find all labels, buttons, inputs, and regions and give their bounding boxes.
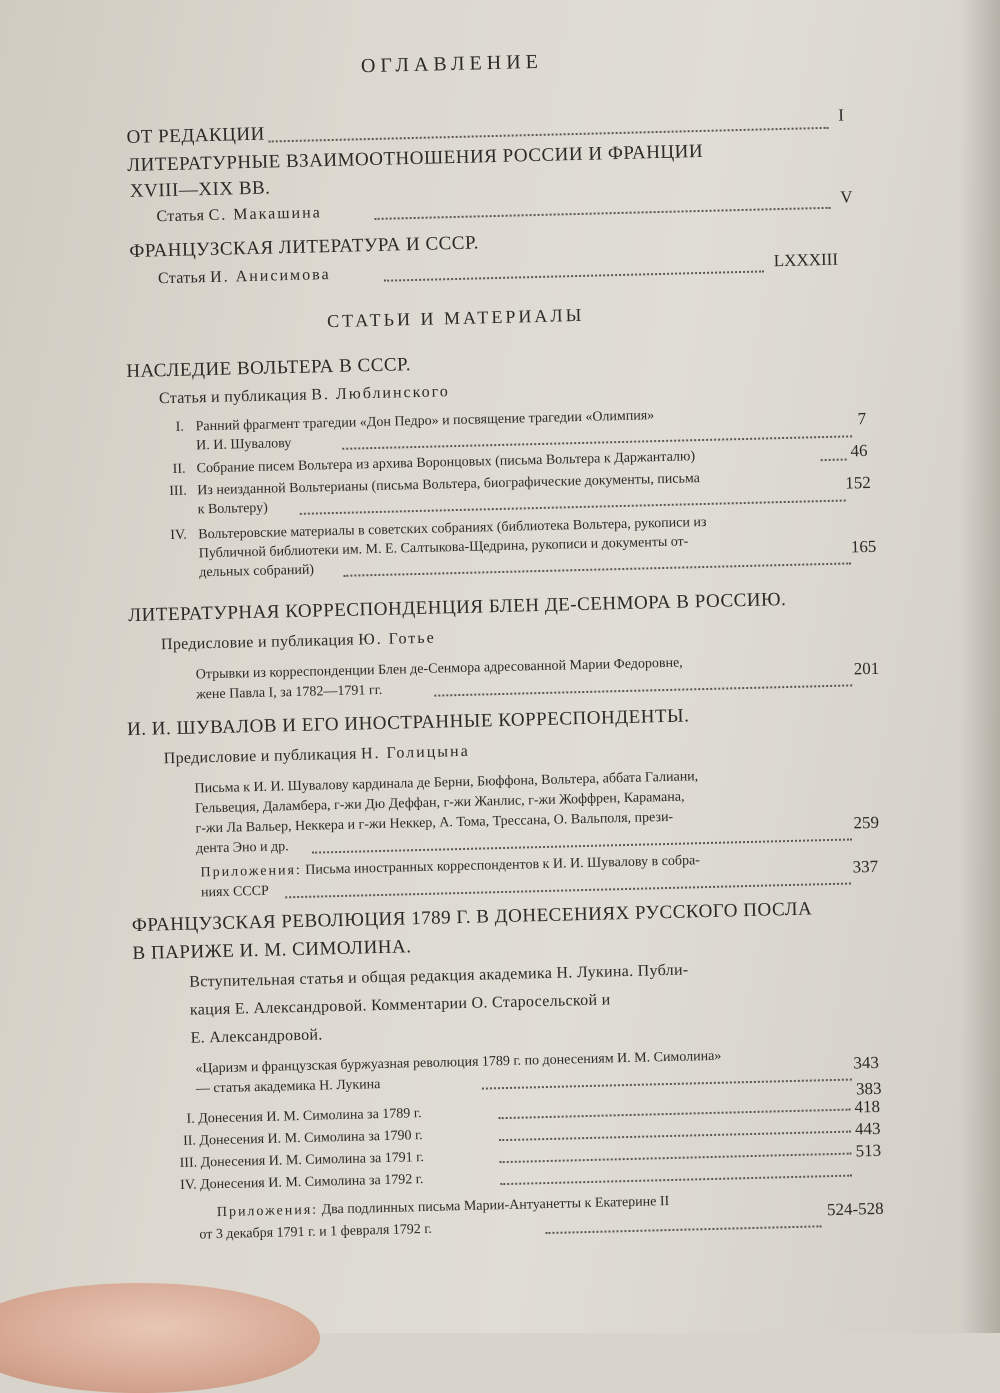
dot-leader — [312, 838, 852, 853]
author-name: Ю. Готье — [358, 629, 436, 649]
appendix-text: Два подлинных письма Марии-Антуанетты к Екатерине II — [321, 1194, 670, 1218]
revolution-item — [183, 1128, 423, 1150]
voltaire-item-line: дельных собраний) — [199, 562, 315, 581]
item-num: II. — [182, 1133, 197, 1149]
voltaire-item-line: Ранний фрагмент трагедии «Дон Педро» и посвящение трагедии «Олимпия» — [195, 408, 655, 435]
entry-author — [164, 743, 470, 768]
entry-from-editors: ОТ РЕДАКЦИИ — [126, 123, 266, 148]
entry-shuvalov: И. И. ШУВАЛОВ И ЕГО ИНОСТРАННЫЕ КОРРЕСПОНДЕНТЫ. — [126, 705, 690, 741]
page-number: 524-528 — [826, 1198, 884, 1220]
entry-lit-relations-period: XVIII—XIX ВВ. — [129, 177, 271, 202]
page-number: 513 — [855, 1140, 882, 1161]
dot-leader — [499, 1109, 851, 1120]
item-num: I. — [186, 1111, 195, 1127]
dot-leader — [500, 1175, 852, 1186]
entry-author — [158, 266, 331, 288]
revolution-item — [186, 1106, 421, 1128]
author-prefix: Статья и публикация — [158, 386, 308, 408]
shuvalov-line: г-жи Ла Вальер, Неккера и г-жи Неккер, А. Тома, Трессана, О. Вальполя, прези- — [195, 809, 674, 837]
entry-revolution-line2: В ПАРИЖЕ И. М. СИМОЛИНА. — [132, 936, 412, 965]
revolution-item — [179, 1150, 424, 1172]
dot-leader — [499, 1131, 851, 1142]
voltaire-item-line: И. И. Шувалову — [195, 436, 292, 454]
revolution-intro-line: Е. Александровой. — [190, 1026, 323, 1047]
revolution-article-line: — статья академика Н. Лукина — [195, 1077, 381, 1097]
entry-french-lit: ФРАНЦУЗСКАЯ ЛИТЕРАТУРА И СССР. — [129, 232, 480, 262]
dot-leader — [482, 1079, 852, 1090]
revolution-intro-line: кация Е. Александровой. Комментарии О. Старосельской и — [189, 991, 611, 1019]
author-prefix: Предисловие и публикация — [163, 745, 357, 768]
appendix-text: Письма иностранных корреспондентов к И. И. Шувалову в собра- — [305, 853, 701, 878]
entry-blin: ЛИТЕРАТУРНАЯ КОРРЕСПОНДЕНЦИЯ БЛЕН ДЕ-СЕНМОРА В РОССИЮ. — [128, 589, 787, 627]
voltaire-item-line: Из неизданной Вольтерианы (письма Вольтера, биографические документы, письма — [197, 471, 701, 499]
page-number: 259 — [853, 812, 880, 833]
voltaire-item-num: IV. — [170, 527, 187, 544]
entry-author — [161, 630, 436, 655]
author-prefix: Статья — [156, 207, 205, 226]
item-text: Донесения И. М. Симолина за 1790 г. — [199, 1128, 423, 1149]
revolution-article-line: «Царизм и французская буржуазная революция 1789 г. по донесениям И. М. Симолина» — [195, 1048, 722, 1077]
shuvalov-appendix — [200, 853, 700, 881]
page-number: 443 — [854, 1118, 881, 1139]
dot-leader — [434, 684, 852, 696]
page-number: 46 — [850, 440, 868, 461]
voltaire-item-line: Публичной библиотеки им. М. Е. Салтыкова-Щедрина, рукописи и документы от- — [198, 534, 689, 562]
appendix-label: Приложения: — [216, 1202, 319, 1221]
entry-author — [159, 383, 450, 408]
author-name: Н. Голицына — [360, 742, 470, 763]
blin-line: жене Павла I, за 1782—1791 гг. — [196, 682, 383, 703]
page-number: 418 — [854, 1096, 881, 1117]
section-title: СТАТЬИ И МАТЕРИАЛЫ — [326, 304, 585, 332]
page-number: V — [840, 187, 853, 207]
entry-voltaire: НАСЛЕДИЕ ВОЛЬТЕРА В СССР. — [126, 354, 412, 383]
dot-leader — [285, 883, 851, 899]
shuvalov-line: Гельвеция, Даламбера, г-жи Дю Деффан, г-жи Жанлис, г-жи Жоффрен, Карамана, — [194, 789, 685, 817]
dot-leader — [269, 127, 829, 143]
item-text: Донесения И. М. Симолина за 1789 г. — [198, 1106, 422, 1127]
item-num: IV. — [180, 1177, 197, 1193]
blin-line: Отрывки из корреспонденции Блен де-Сенмора адресованной Марии Федоровне, — [195, 655, 683, 683]
voltaire-item-line: Вольтеровские материалы в советских собраниях (библиотека Вольтера, рукописи из — [198, 514, 707, 543]
voltaire-item-num: I. — [175, 419, 185, 435]
voltaire-item-num: II. — [172, 461, 186, 477]
shuvalov-line: дента Эно и др. — [195, 839, 289, 857]
author-name: С. Макашина — [208, 204, 322, 225]
page-number: 343 — [853, 1052, 880, 1073]
page-number: 7 — [857, 409, 867, 429]
page-number: LXXXIII — [773, 249, 839, 271]
revolution-item — [180, 1172, 424, 1194]
page-number: 201 — [853, 658, 880, 679]
dot-leader — [375, 207, 831, 220]
dot-leader — [545, 1225, 821, 1234]
toc-title: ОГЛАВЛЕНИЕ — [360, 50, 544, 78]
entry-lit-relations: ЛИТЕРАТУРНЫЕ ВЗАИМООТНОШЕНИЯ РОССИИ И ФРАНЦИИ — [127, 140, 704, 176]
revolution-intro-line: Вступительная статья и общая редакция академика Н. Лукина. Публи- — [189, 961, 689, 991]
revolution-appendix — [217, 1194, 670, 1221]
page-number: 165 — [850, 536, 877, 557]
author-prefix: Предисловие и публикация — [160, 631, 355, 654]
item-text: Донесения И. М. Симолина за 1791 г. — [200, 1150, 425, 1171]
voltaire-item-line: Собрание писем Вольтера из архива Воронцовых (письма Вольтера к Даржанталю) — [196, 449, 696, 477]
dot-leader — [384, 270, 764, 281]
dot-leader — [343, 562, 851, 576]
revolution-appendix-line: от 3 декабря 1791 г. и 1 февраля 1792 г. — [199, 1221, 433, 1243]
page-number: 383 — [855, 1078, 882, 1099]
entry-revolution: ФРАНЦУЗСКАЯ РЕВОЛЮЦИЯ 1789 Г. В ДОНЕСЕНИЯХ РУССКОГО ПОСЛА — [131, 898, 813, 937]
voltaire-item-num: III. — [169, 483, 187, 500]
page-number: I — [838, 105, 845, 125]
shuvalov-appendix-line: ниях СССР — [200, 883, 269, 901]
author-prefix: Статья — [157, 269, 207, 288]
dot-leader — [342, 435, 852, 449]
author-name: В. Люблинского — [311, 383, 450, 404]
voltaire-item-line: к Вольтеру) — [197, 500, 268, 518]
dot-leader — [500, 1153, 852, 1164]
item-num: III. — [179, 1155, 198, 1171]
author-name: И. Анисимова — [209, 266, 331, 286]
dot-leader — [821, 458, 847, 461]
shuvalov-line: Письма к И. И. Шувалову кардинала де Берни, Бюффона, Вольтера, аббата Галиани, — [194, 769, 699, 797]
item-text: Донесения И. М. Симолина за 1792 г. — [199, 1172, 424, 1193]
page-number: 337 — [852, 856, 879, 877]
page-number: 152 — [845, 472, 871, 493]
entry-author — [156, 204, 322, 226]
appendix-label: Приложения: — [200, 862, 302, 881]
dot-leader — [300, 500, 846, 515]
